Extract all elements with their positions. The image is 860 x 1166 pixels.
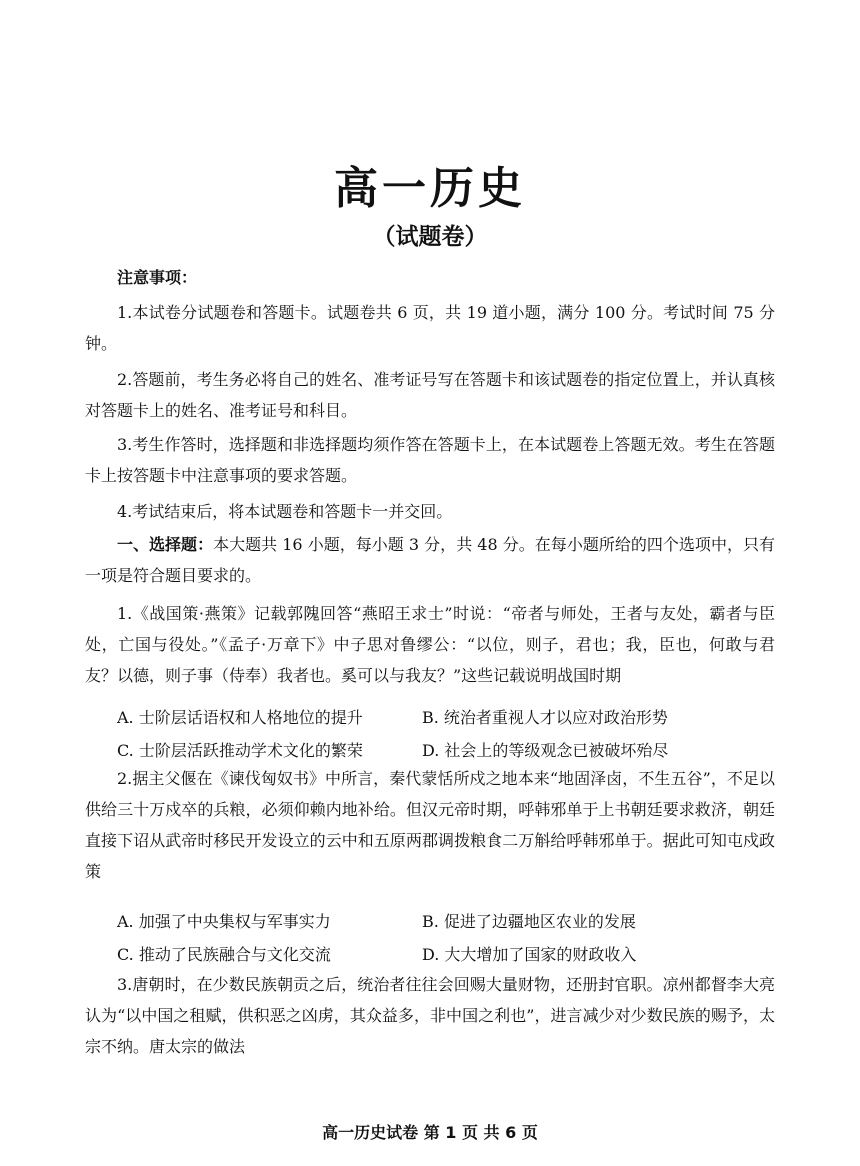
page-footer: 高一历史试卷 第 1 页 共 6 页 xyxy=(322,1123,538,1142)
page-subtitle: （试题卷） xyxy=(372,224,488,250)
q2-option-d: D. 大大增加了国家的财政收入 xyxy=(422,945,637,964)
section-text: 本大题共 16 小题，每小题 3 分，共 48 分。在每小题所给的四个选项中，只有一项是符合题目要求的。 xyxy=(85,535,775,585)
notice-item-2: 2.答题前，考生务必将自己的姓名、准考证号写在答题卡和该试题卷的指定位置上，并认真核对答题卡上的姓名、准考证号和科目。 xyxy=(85,370,775,420)
notice-item-3: 3.考生作答时，选择题和非选择题均须作答在答题卡上，在本试题卷上答题无效。考生在答题卡上按答题卡中注意事项的要求答题。 xyxy=(85,435,775,485)
section-intro xyxy=(85,529,775,591)
q1-option-c: C. 士阶层活跃推动学术文化的繁荣 xyxy=(117,741,363,760)
q1-option-d: D. 社会上的等级观念已被破坏殆尽 xyxy=(422,741,669,760)
q2-option-a: A. 加强了中央集权与军事实力 xyxy=(117,912,331,931)
question-2-stem: 2.据主父偃在《谏伐匈奴书》中所言，秦代蒙恬所戍之地本来“地固泽卤，不生五谷”，不足以供给三十万戍卒的兵粮，必须仰赖内地补给。但汉元帝时期，呼韩邪单于上书朝廷要求救济，朝廷直接下诏从武帝时移民开发设立的云中和五原两郡调拨粮食二万斛给呼韩邪单于。据此可知屯戍政策 xyxy=(85,769,775,881)
page-title: 高一历史 xyxy=(334,163,526,214)
q2-option-b: B. 促进了边疆地区农业的发展 xyxy=(422,912,636,931)
q1-option-b: B. 统治者重视人才以应对政治形势 xyxy=(422,708,668,727)
question-1-stem: 1.《战国策·燕策》记载郭隗回答“燕昭王求士”时说：“帝者与师处，王者与友处，霸者与臣处，亡国与役处。”《孟子·万章下》中子思对鲁缪公：“以位，则子，君也；我，臣也，何敢与君友？以德，则子事（侍奉）我者也。奚可以与我友？”这些记载说明战国时期 xyxy=(85,604,775,685)
section-label: 一、选择题： xyxy=(117,535,214,554)
question-3-stem: 3.唐朝时，在少数民族朝贡之后，统治者往往会回赐大量财物，还册封官职。凉州都督李大亮认为“以中国之租赋，供积恶之凶虏，其众益多，非中国之利也”，进言减少对少数民族的赐予，太宗不纳。唐太宗的做法 xyxy=(85,975,775,1056)
notice-item-1: 1.本试卷分试题卷和答题卡。试题卷共 6 页，共 19 道小题，满分 100 分。考试时间 75 分钟。 xyxy=(85,303,775,353)
q1-option-a: A. 士阶层话语权和人格地位的提升 xyxy=(117,708,363,727)
q2-option-c: C. 推动了民族融合与文化交流 xyxy=(117,945,331,964)
notice-item-4: 4.考试结束后，将本试题卷和答题卡一并交回。 xyxy=(117,502,453,521)
notice-heading: 注意事项： xyxy=(117,268,198,287)
